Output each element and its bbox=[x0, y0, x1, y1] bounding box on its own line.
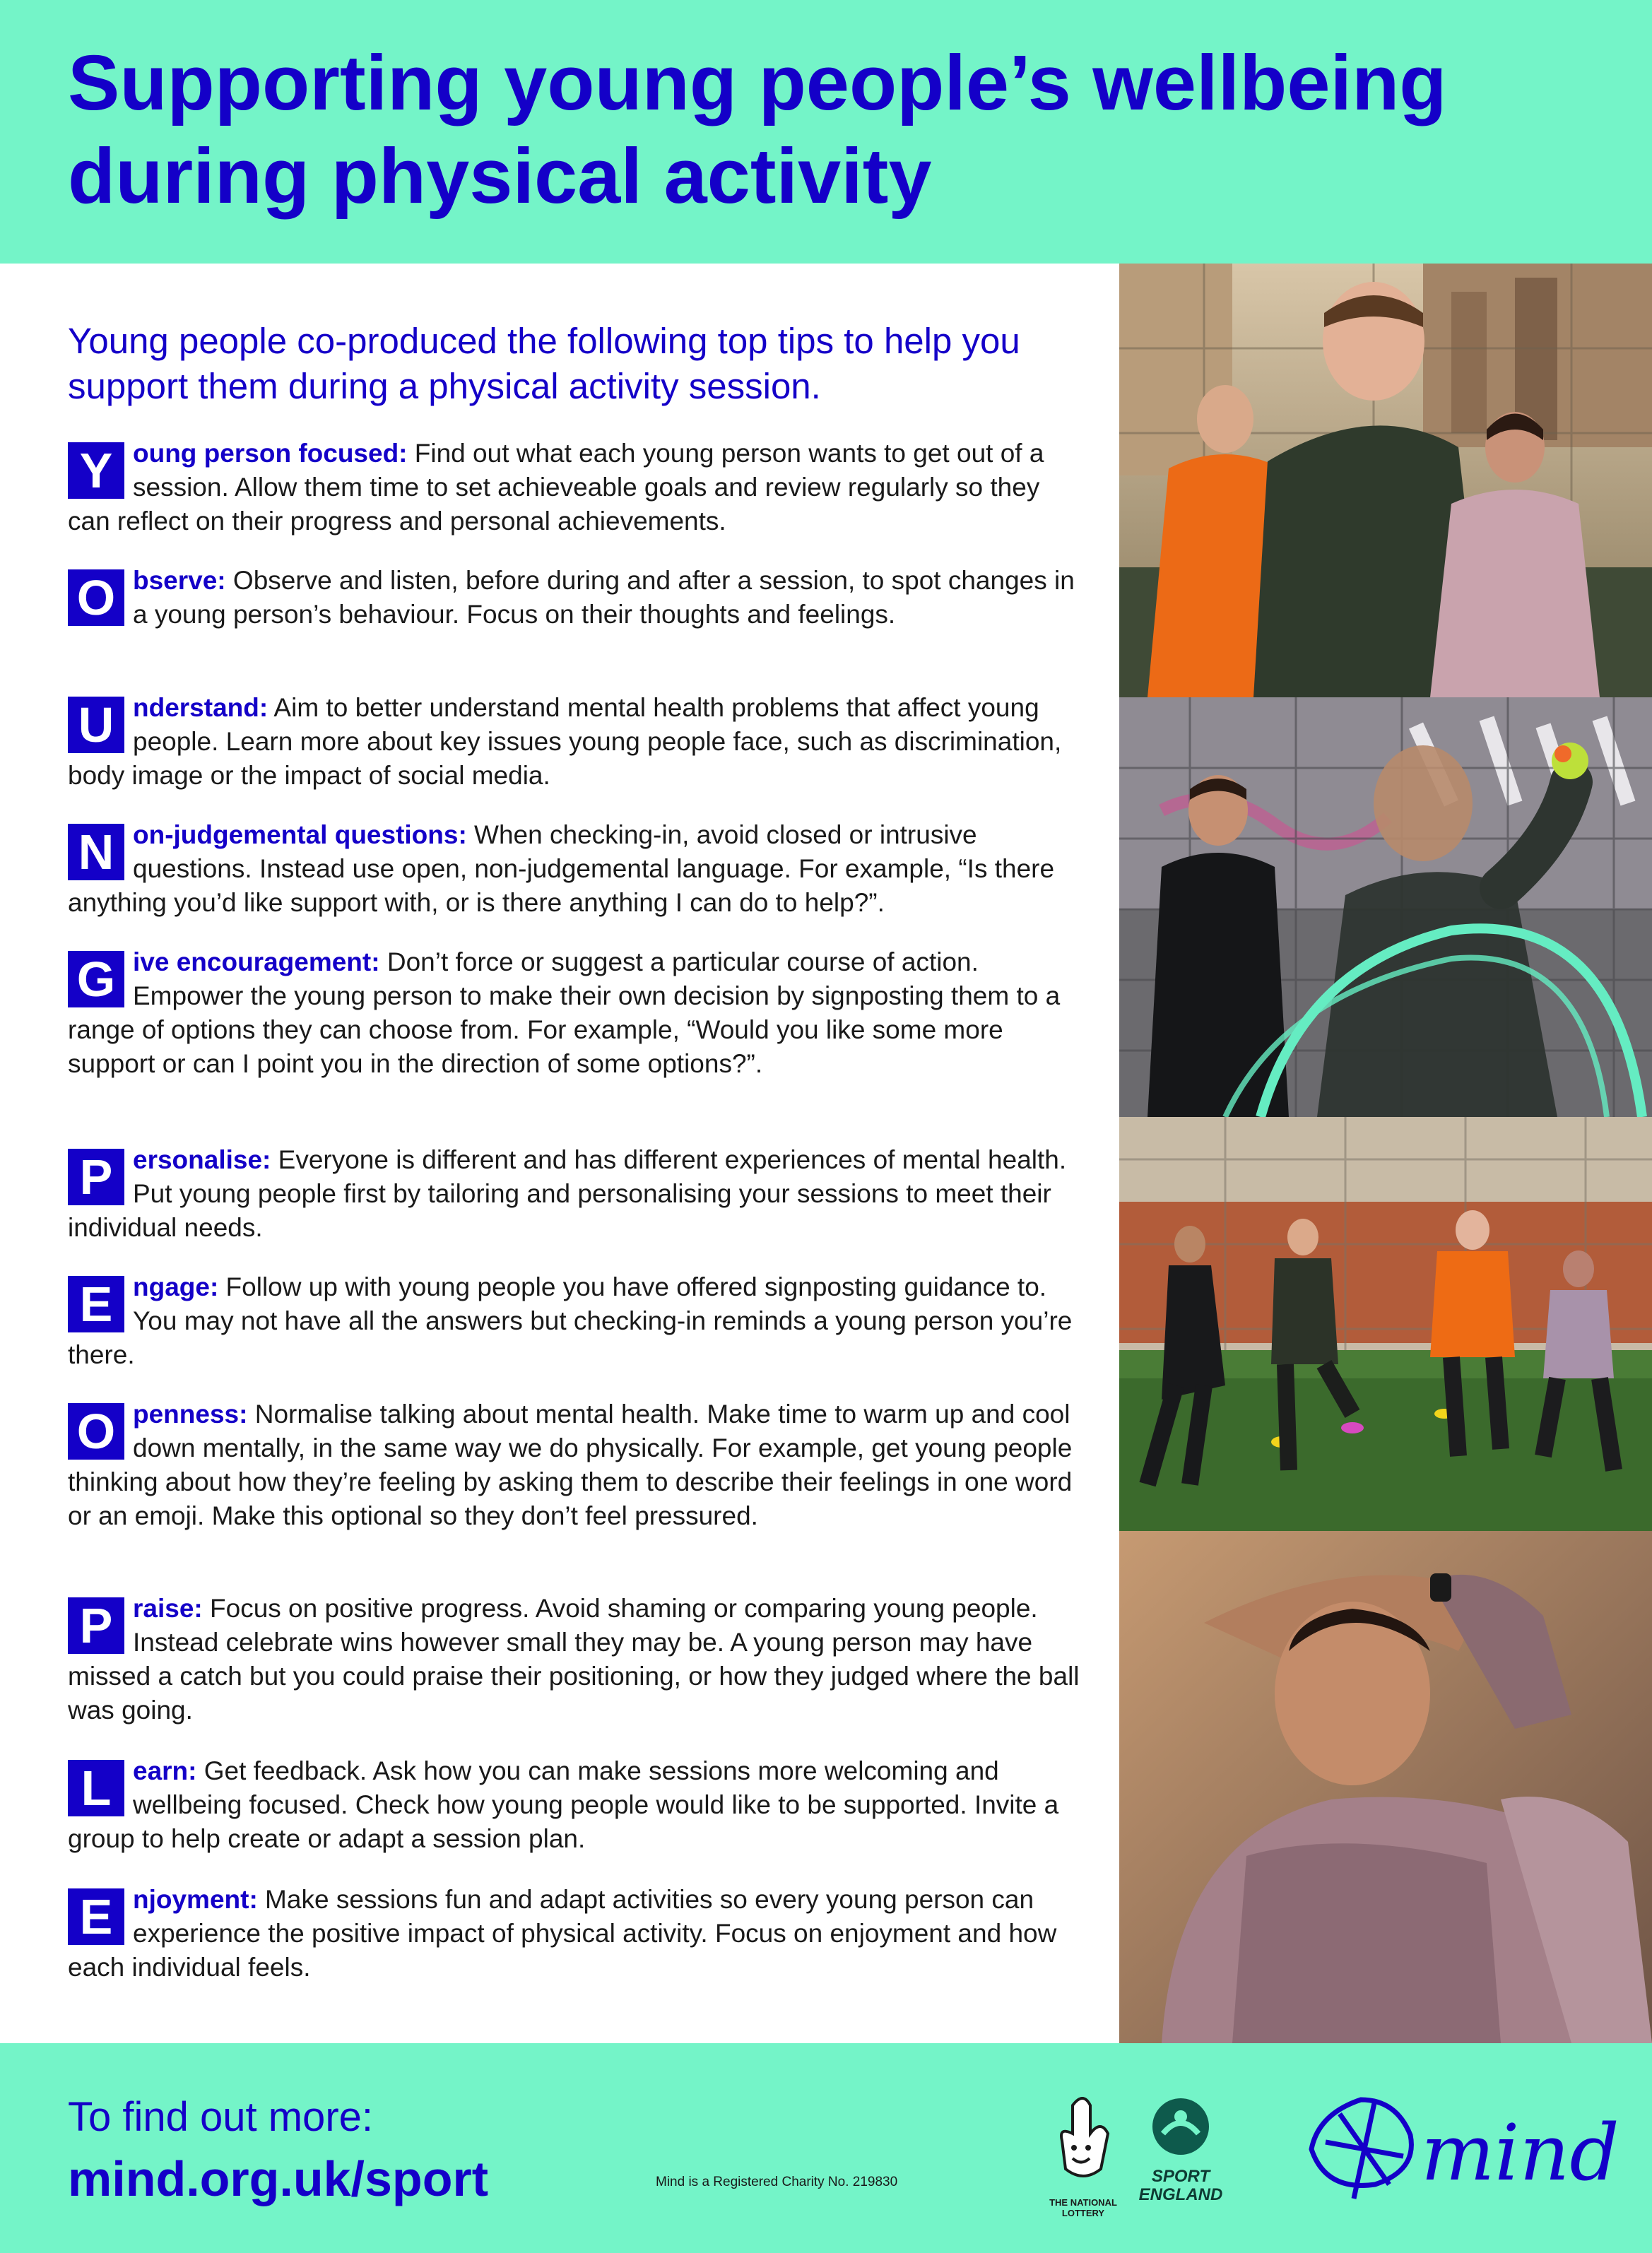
sport-url-link[interactable]: mind.org.uk/sport bbox=[68, 2151, 488, 2206]
tip-text: Normalise talking about mental health. Make time to warm up and cool down mentally, in the same way we do physically. For example, get young people thinking about how they’re feeling by asking them to describe their feelings in one word or an emoji. Make this optional so they don’t feel pressured. bbox=[68, 1400, 1073, 1530]
tip-letter: N bbox=[68, 824, 124, 880]
tip-letter: E bbox=[68, 1888, 124, 1945]
lottery-logo-text: THE NATIONAL LOTTERY bbox=[1049, 2197, 1117, 2218]
tip-enjoyment bbox=[68, 1883, 1085, 1985]
tip-text: Everyone is different and has different experiences of mental health. Put young people first by tailoring and personalising your sessions to meet their individual needs. bbox=[68, 1145, 1067, 1242]
tip-lead: penness: bbox=[133, 1400, 248, 1429]
tip-text: When checking-in, avoid closed or intrusive questions. Instead use open, non-judgemental language. For example, “Is there anything you’d like support with, or is there anything I can do to help?”. bbox=[68, 820, 1055, 917]
footer-banner bbox=[0, 2043, 1652, 2253]
tip-text: Make sessions fun and adapt activities so every young person can experience the positive impact of physical activity. Focus on enjoyment and how each individual feels. bbox=[68, 1885, 1057, 1982]
tip-non-judgemental-questions bbox=[68, 818, 1085, 920]
find-out-more-label: To find out more: bbox=[68, 2094, 373, 2140]
tip-learn bbox=[68, 1754, 1085, 1856]
tip-text: Aim to better understand mental health problems that affect young people. Learn more about key issues young people face, such as discrimination, body image or the impact of social media. bbox=[68, 693, 1062, 790]
tip-text: Find out what each young person wants to get out of a session. Allow them time to set achieveable goals and review regularly so they can reflect on their progress and personal achievements. bbox=[68, 439, 1044, 536]
tip-lead: nderstand: bbox=[133, 693, 269, 722]
tip-text: Don’t force or suggest a particular course of action. Empower the young person to make their own decision by signposting them to a range of options they can choose from. For example, “Would you like some more support or can I point you in the direction of some options?”. bbox=[68, 947, 1061, 1078]
tip-lead: njoyment: bbox=[133, 1885, 258, 1914]
tip-lead: ive encouragement: bbox=[133, 947, 380, 976]
page-title: Supporting young people’s wellbeing during physical activity bbox=[68, 40, 1447, 220]
tip-observe bbox=[68, 564, 1085, 632]
tip-give-encouragement bbox=[68, 945, 1085, 1081]
tip-text: Get feedback. Ask how you can make sessions more welcoming and wellbeing focused. Check how young people would like to be supported. Invite a group to help create or adapt a session plan. bbox=[68, 1756, 1059, 1853]
sport-logo-line2: ENGLAND bbox=[1138, 2185, 1223, 2204]
tip-letter: Y bbox=[68, 442, 124, 499]
intro-text: Young people co-produced the following top tips to help you support them during a physical activity session. bbox=[68, 321, 1020, 406]
tip-lead: on-judgemental questions: bbox=[133, 820, 467, 849]
tip-personalise bbox=[68, 1143, 1085, 1245]
tip-letter: U bbox=[68, 697, 124, 753]
photo-group-warm-up bbox=[1119, 1117, 1652, 1531]
sport-logo-line1: SPORT bbox=[1151, 2167, 1210, 2186]
tip-letter: E bbox=[68, 1276, 124, 1332]
tip-understand bbox=[68, 691, 1085, 793]
tips-column bbox=[0, 264, 1118, 2043]
tip-openness bbox=[68, 1397, 1085, 1533]
photo-column bbox=[1119, 264, 1652, 2043]
tip-letter: L bbox=[68, 1760, 124, 1816]
header-banner bbox=[0, 0, 1652, 264]
tip-letter: O bbox=[68, 569, 124, 626]
national-lottery-logo bbox=[1044, 2091, 1122, 2218]
mind-logo-text: mind bbox=[1421, 2107, 1619, 2198]
tip-text: Focus on positive progress. Avoid shaming or comparing young people. Instead celebrate wins however small they may be. A young person may have missed a catch but you could praise their positioning, or how they judged where the ball was going. bbox=[68, 1594, 1080, 1725]
tip-lead: raise: bbox=[133, 1594, 203, 1623]
tip-engage bbox=[68, 1270, 1085, 1372]
tip-lead: ersonalise: bbox=[133, 1145, 271, 1174]
tip-letter: P bbox=[68, 1149, 124, 1205]
charity-number: Mind is a Registered Charity No. 219830 bbox=[656, 2175, 898, 2189]
tip-lead: earn: bbox=[133, 1756, 197, 1785]
tip-text: Follow up with young people you have offered signposting guidance to. You may not have all the answers but checking-in reminds a young person you’re there. bbox=[68, 1272, 1073, 1369]
photo-woman-stretching bbox=[1119, 1531, 1652, 2043]
tip-letter: G bbox=[68, 951, 124, 1007]
tip-praise bbox=[68, 1592, 1085, 1727]
tip-young-person-focused bbox=[68, 437, 1085, 538]
sport-england-logo bbox=[1135, 2091, 1227, 2218]
photo-young-people-smiling bbox=[1119, 264, 1652, 697]
photo-coach-ball-throw bbox=[1119, 697, 1652, 1117]
tip-letter: P bbox=[68, 1597, 124, 1654]
tip-lead: oung person focused: bbox=[133, 439, 408, 468]
tip-lead: bserve: bbox=[133, 566, 226, 595]
tip-letter: O bbox=[68, 1403, 124, 1460]
mind-logo bbox=[1297, 2086, 1619, 2213]
tip-text: Observe and listen, before during and after a session, to spot changes in a young person’s behaviour. Focus on their thoughts and feelings. bbox=[133, 566, 1075, 629]
tip-lead: ngage: bbox=[133, 1272, 219, 1301]
